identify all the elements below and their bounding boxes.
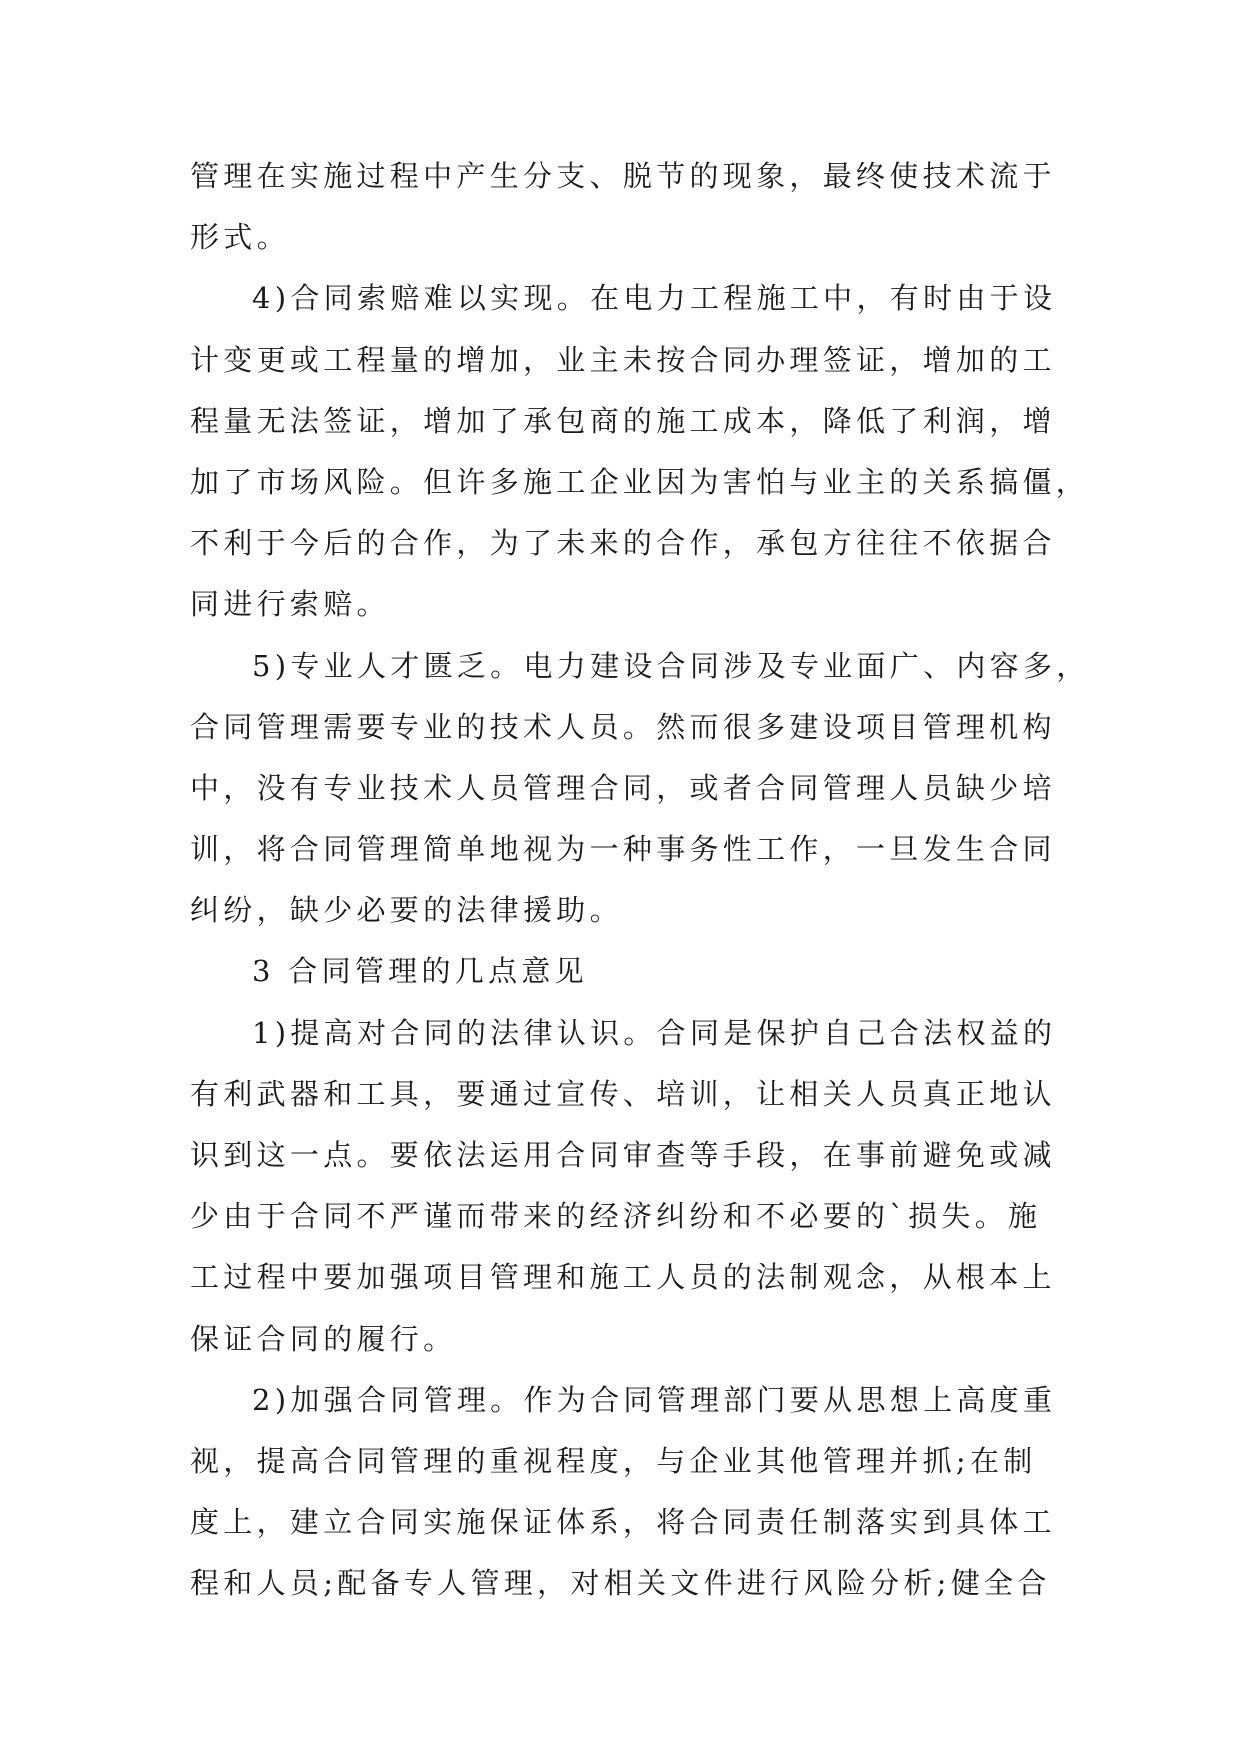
text-line: 合同管理需要专业的技术人员。然而很多建设项目管理机构 bbox=[190, 709, 1056, 744]
text-line: 不利于今后的合作，为了未来的合作，承包方往往不依据合 bbox=[190, 526, 1056, 561]
text-line: 计变更或工程量的增加，业主未按合同办理签证，增加的工 bbox=[190, 342, 1056, 377]
text-line: 纠纷，缺少必要的法律援助。 bbox=[190, 893, 623, 928]
text-line: 识到这一点。要依法运用合同审查等手段，在事前避免或减 bbox=[190, 1138, 1056, 1172]
text-line: 训，将合同管理简单地视为一种事务性工作，一旦发生合同 bbox=[190, 832, 1056, 867]
paragraph-first-line: 2)加强合同管理。作为合同管理部门要从思想上高度重 bbox=[252, 1382, 1057, 1417]
text-line: 形式。 bbox=[190, 220, 290, 255]
text-line: 视，提高合同管理的重视程度，与企业其他管理并抓;在制 bbox=[190, 1443, 1037, 1478]
text-line: 保证合同的履行。 bbox=[190, 1321, 457, 1356]
text-line: 中，没有专业技术人员管理合同，或者合同管理人员缺少培 bbox=[190, 770, 1056, 805]
text-line: 工过程中要加强项目管理和施工人员的法制观念，从根本上 bbox=[190, 1260, 1056, 1295]
text-line: 程和人员;配备专人管理，对相关文件进行风险分析;健全合 bbox=[190, 1566, 1051, 1601]
text-line: 同进行索赔。 bbox=[190, 587, 390, 622]
document-body bbox=[190, 146, 1090, 1615]
text-line: 程量无法签证，增加了承包商的施工成本，降低了利润，增 bbox=[190, 403, 1056, 438]
text-line: 加了市场风险。但许多施工企业因为害怕与业主的关系搞僵， bbox=[190, 464, 1090, 499]
paragraph-first-line: 5)专业人才匮乏。电力建设合同涉及专业面广、内容多， bbox=[252, 648, 1090, 683]
text-line: 管理在实施过程中产生分支、脱节的现象，最终使技术流于 bbox=[190, 159, 1056, 193]
paragraph-first-line: 3 合同管理的几点意见 bbox=[252, 954, 588, 989]
text-line: 少由于合同不严谨而带来的经济纠纷和不必要的`损失。施 bbox=[190, 1199, 1042, 1234]
text-line: 有利武器和工具，要通过宣传、培训，让相关人员真正地认 bbox=[190, 1076, 1056, 1111]
text-line: 度上，建立合同实施保证体系，将合同责任制落实到具体工 bbox=[190, 1505, 1056, 1540]
paragraph-first-line: 1)提高对合同的法律认识。合同是保护自己合法权益的 bbox=[252, 1015, 1057, 1050]
paragraph-first-line: 4)合同索赔难以实现。在电力工程施工中，有时由于设 bbox=[252, 281, 1057, 316]
